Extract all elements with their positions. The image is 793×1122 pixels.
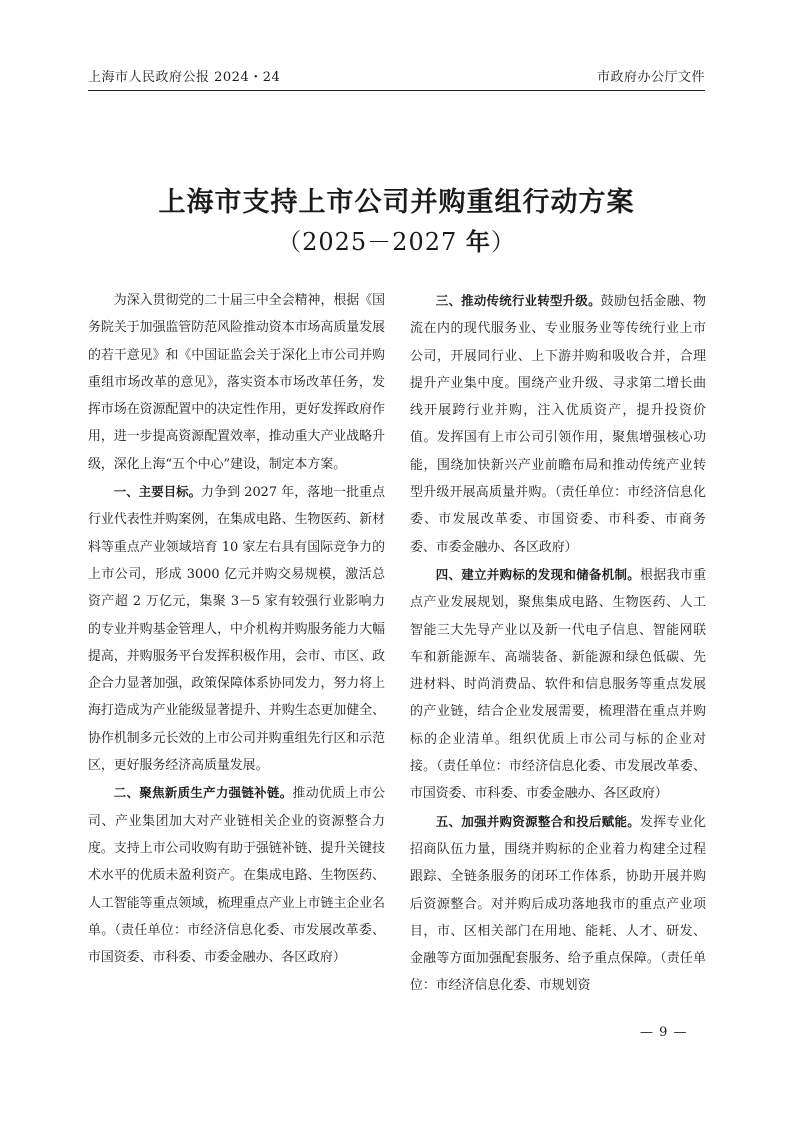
left-column (88, 287, 385, 971)
section-paragraph (88, 478, 385, 779)
section-heading: 二、聚焦新质生产力强链补链。 (113, 785, 293, 801)
section-heading: 五、加强并购资源整合和投后赋能。 (435, 813, 641, 829)
section-label: 市政府办公厅文件 (596, 70, 705, 85)
section-paragraph (410, 287, 706, 561)
document-subtitle (0, 222, 793, 257)
section-heading: 三、推动传统行业转型升级。 (435, 293, 601, 308)
page-number: — 9 — (640, 1025, 688, 1040)
section-body: 力争到 2027 年，落地一批重点行业代表性并购案例，在集成电路、生物医药、新材料等重点产业领域培育 10 家左右具有国际竞争力的上市公司，形成 3000 亿元并购交易规模，激活总资产超 2 万亿元，集聚 3－5 家有较强行业影响力的专业并购基金管理人，中介机构并购服务能力大幅提高，并购服务平台发挥积极作用，会市、市区、政企合力显著加强，政策保障体系协同发力，努力将上海打造成为产业能级显著提升、并购生态更加健全、协作机制多元长效的上市公司并购重组先行区和示范区，更好服务经济高质量发展。 (88, 485, 385, 774)
running-header (88, 66, 705, 90)
publication-label: 上海市人民政府公报 2024・24 (88, 70, 281, 85)
section-heading: 四、建立并购标的发现和储备机制。 (435, 566, 641, 582)
subtitle-year-char: 年 (465, 227, 491, 256)
subtitle-close: ） (490, 228, 516, 256)
right-column (410, 287, 706, 1000)
section-body: 发挥专业化招商队伍力量，围绕并购标的企业着力构建全过程跟踪、全链条服务的闭环工作体系，协助开展并购后资源整合。对并购后成功落地我市的重点产业项目，市、区相关部门在用地、能耗、人才、研发、金融等方面加强配套服务、给予重点保障。（责任单位：市经济信息化委、市规划资 (410, 814, 706, 994)
section-body: 鼓励包括金融、物流在内的现代服务业、专业服务业等传统行业上市公司，开展同行业、上下游并购和吸收合并，合理提升产业集中度。围绕产业升级、寻求第二增长曲线开展跨行业并购，注入优质资产，提升投资价值。发挥国有上市公司引领作用，聚焦增强核心功能，围绕加快新兴产业前瞻布局和推动传统产业转型升级开展高质量并购。（责任单位：市经济信息化委、市发展改革委、市国资委、市科委、市商务委、市委金融办、各区政府） (410, 294, 707, 555)
section-body: 根据我市重点产业发展规划，聚焦集成电路、生物医药、人工智能三大先导产业以及新一代电子信息、智能网联车和新能源车、高端装备、新能源和绿色低碳、先进材料、时尚消费品、软件和信息服务等重点发展的产业链，结合企业发展需要，梳理潜在重点并购标的企业清单。组织优质上市公司与标的企业对接。（责任单位：市经济信息化委、市发展改革委、市国资委、市科委、市委金融办、各区政府） (410, 567, 706, 802)
intro-paragraph: 为深入贯彻党的二十届三中全会精神，根据《国务院关于加强监管防范风险推动资本市场高质量发展的若干意见》和《中国证监会关于深化上市公司并购重组市场改革的意见》，落实资本市场改革任务，发挥市场在资源配置中的决定性作用，更好发挥政府作用，进一步提高资源配置效率，推动重大产业战略升级，深化上海“五个中心”建设，制定本方案。 (88, 293, 385, 472)
document-title: 上海市支持上市公司并购重组行动方案 (158, 187, 635, 218)
section-heading: 一、主要目标。 (113, 484, 202, 500)
section-paragraph (88, 779, 385, 971)
header-rule (88, 90, 705, 91)
section-paragraph (410, 561, 706, 808)
subtitle-years: （2025－2027 (277, 228, 466, 256)
section-body: 推动优质上市公司、产业集团加大对产业链相关企业的资源整合力度。支持上市公司收购有助于强链补链、提升关键技术水平的优质未盈利资产。在集成电路、生物医药、人工智能等重点领域，梳理重点产业上市链主企业名单。（责任单位：市经济信息化委、市发展改革委、市国资委、市科委、市委金融办、各区政府） (88, 786, 385, 966)
section-paragraph (410, 808, 706, 1000)
